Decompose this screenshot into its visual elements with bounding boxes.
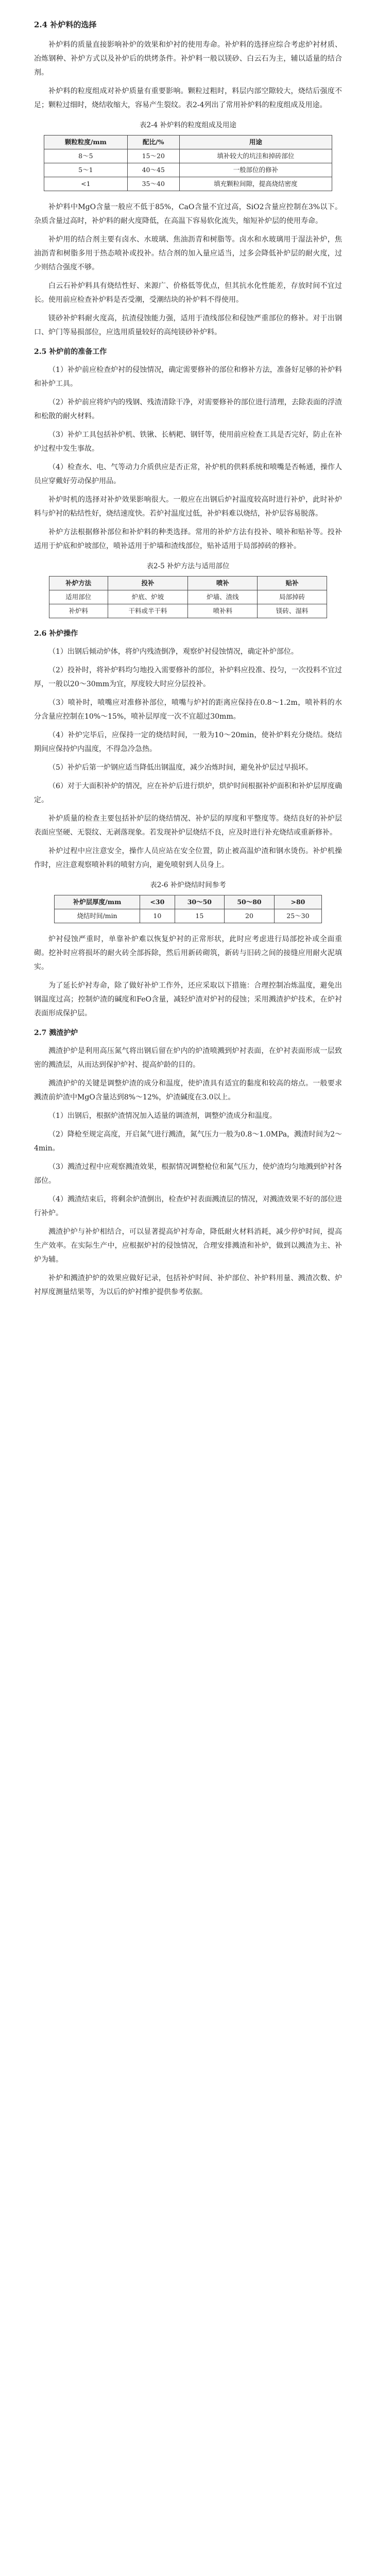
table2-header: 投补	[108, 577, 188, 590]
body-paragraph: 炉衬侵蚀严重时，单靠补炉难以恢复炉衬的正常形状，此时应考虑进行局部挖补或全面重砌。挖补时应将损坏的耐火砖全部拆除，然后用新砖砌筑，新砖与旧砖之间的接缝应用耐火泥填实。	[34, 935, 342, 971]
closing-paragraph: 补炉和溅渣护炉的效果应做好记录，包括补炉时间、补炉部位、补炉料用量、溅渣次数、炉衬厚度测量结果等，为以后的炉衬维护提供参考依据。	[34, 1274, 342, 1296]
intro-paragraph-1: 补炉料的质量直接影响补炉的效果和炉衬的使用寿命。补炉料的选择应综合考虑炉衬材质、冶炼钢种、补炉方式以及补炉后的烘烤条件。补炉料一般以镁砂、白云石为主，辅以适量的结合剂。	[34, 41, 342, 77]
step-item: （6）对于大面积补炉的情况，应在补炉后进行烘炉，烘炉时间根据补炉面积和补炉层厚度确定。	[34, 782, 342, 804]
table-cell: 炉底、炉坡	[108, 590, 188, 604]
table-cell: 一般部位的修补	[179, 163, 332, 177]
splash-step: （3）溅渣过程中应观察溅渣效果，根据情况调整枪位和氮气压力，使炉渣均匀地溅到炉衬各部位。	[34, 1163, 342, 1185]
closing-paragraph: 溅渣护炉与补炉相结合，可以显著提高炉衬寿命，降低耐火材料消耗，减少停炉时间，提高生产效率。在实际生产中，应根据炉衬的侵蚀情况，合理安排溅渣和补炉，做到以溅渣为主、补炉为辅。	[34, 1228, 342, 1264]
table2-header: 喷补	[188, 577, 258, 590]
body-paragraph: 补炉方法根据修补部位和补炉料的种类选择。常用的补炉方法有投补、喷补和贴补等。投补适用于炉底和炉坡部位，喷补适用于炉墙和渣线部位，贴补适用于局部掉砖的修补。	[34, 528, 342, 550]
table2-caption: 表2-5 补炉方法与适用部位	[146, 562, 230, 570]
table3	[54, 895, 322, 923]
table3-header: 50～80	[225, 895, 275, 909]
table3-caption: 表2-6 补炉烧结时间参考	[150, 881, 226, 889]
table-cell: 35～40	[127, 177, 179, 191]
prep-item: （2）补炉前应将炉内的残钢、残渣清除干净，对需要修补的部位进行清理，去除表面的浮渣和松散的耐火材料。	[34, 398, 342, 420]
step-item: （2）投补时，将补炉料均匀地投入需要修补的部位，补炉料应投准、投匀，一次投料不宜过厚，一般以20～30mm为宜，厚度较大时应分层投补。	[34, 666, 342, 688]
step-item: （4）补炉完毕后，应保持一定的烧结时间，一般为10～20min，使补炉料充分烧结。烧结期间应保持炉内温度，不得急冷急热。	[34, 731, 342, 753]
table-row	[49, 604, 327, 618]
table-cell: 炉墙、渣线	[188, 590, 258, 604]
table1-header: 配比/%	[127, 135, 179, 149]
table2-header: 补炉方法	[49, 577, 108, 590]
intro-paragraph-2: 补炉料的粒度组成对补炉质量有重要影响。颗粒过粗时，料层内部空隙较大，烧结后强度不足；颗粒过细时，烧结收缩大，容易产生裂纹。表2-4列出了常用补炉料的粒度组成及用途。	[34, 87, 342, 109]
table1-header-row	[44, 135, 332, 149]
section3-title: 2.7 溅渣护炉	[34, 1029, 78, 1037]
table-cell: 喷补料	[188, 604, 258, 618]
table-cell: 局部掉砖	[258, 590, 327, 604]
table1-header: 用途	[179, 135, 332, 149]
splash-step: （4）溅渣结束后，将剩余炉渣倒出，检查炉衬表面溅渣层的情况，对溅渣效果不好的部位进行补炉。	[34, 1195, 342, 1217]
steps-title: 2.6 补炉操作	[34, 630, 78, 638]
table-cell: 补炉料	[49, 604, 108, 618]
body-paragraph: 白云石补炉料具有烧结性好、来源广、价格低等优点，但其抗水化性能差，存放时间不宜过长。使用前应检查补炉料是否受潮，受潮结块的补炉料不得使用。	[34, 282, 342, 304]
body-paragraph: 补炉时机的选择对补炉效果影响很大。一般应在出钢后炉衬温度较高时进行补炉，此时补炉料与炉衬的粘结性好，烧结速度快。若炉衬温度过低，补炉料难以烧结，补炉层容易脱落。	[34, 496, 342, 518]
table-cell: 填充颗粒间隙，提高烧结密度	[179, 177, 332, 191]
table-cell: 填补较大的坑洼和掉砖部位	[179, 149, 332, 163]
body-paragraph: 补炉料中MgO含量一般应不低于85%，CaO含量不宜过高，SiO2含量应控制在3%以下。杂质含量过高时，补炉料的耐火度降低，在高温下容易软化流失，缩短补炉层的使用寿命。	[34, 203, 342, 225]
prep-item: （1）补炉前应检查炉衬的侵蚀情况，确定需要修补的部位和修补方法，准备好足够的补炉料和补炉工具。	[34, 366, 342, 388]
table-cell: 5～1	[44, 163, 128, 177]
table-cell: 25～30	[274, 909, 321, 923]
table3-header: <30	[140, 895, 175, 909]
table1-caption: 表2-4 补炉料的粒度组成及用途	[139, 121, 237, 129]
prep-item: （4）检查水、电、气等动力介质供应是否正常，补炉机的供料系统和喷嘴是否畅通，操作人员应穿戴好劳动保护用品。	[34, 463, 342, 485]
splash-paragraph: 溅渣护炉的关键是调整炉渣的成分和温度，使炉渣具有适宜的黏度和较高的熔点。一般要求溅渣前炉渣中MgO含量达到8%～12%，炉渣碱度在3.0以上。	[34, 1079, 342, 1101]
table-row	[55, 909, 322, 923]
splash-step: （1）出钢后，根据炉渣情况加入适量的调渣剂，调整炉渣成分和温度。	[48, 1112, 277, 1120]
table3-header: 补炉层厚度/mm	[55, 895, 140, 909]
table-cell: 15	[175, 909, 225, 923]
body-paragraph: 为了延长炉衬寿命，除了做好补炉工作外，还应采取以下措施：合理控制冶炼温度，避免出钢温度过高；控制炉渣的碱度和FeO含量，减轻炉渣对炉衬的侵蚀；采用溅渣护炉技术，在炉衬表面形成保护层。	[34, 981, 342, 1018]
table-row	[49, 590, 327, 604]
body-paragraph: 镁砂补炉料耐火度高，抗渣侵蚀能力强，适用于渣线部位和侵蚀严重部位的修补。对于出钢口、炉门等易损部位，应选用质量较好的高纯镁砂补炉料。	[34, 314, 342, 336]
section2-title: 2.5 补炉前的准备工作	[34, 348, 107, 356]
prep-item: （3）补炉工具包括补炉机、铁锹、长柄耙、钢钎等，使用前应检查工具是否完好，防止在补炉过程中发生事故。	[34, 431, 342, 453]
body-paragraph: 补炉用的结合剂主要有卤水、水玻璃、焦油沥青和树脂等。卤水和水玻璃用于湿法补炉，焦油沥青和树脂多用于热态喷补或投补。结合剂的加入量应适当，过多会降低补炉层的耐火度，过少则结合强度不够。	[34, 235, 342, 272]
table-row	[44, 149, 332, 163]
splash-paragraph: 溅渣护炉是利用高压氮气将出钢后留在炉内的炉渣喷溅到炉衬表面，在炉衬表面形成一层致密的溅渣层，从而达到保护炉衬、提高炉龄的目的。	[34, 1047, 342, 1069]
table2	[49, 576, 327, 618]
table-row	[44, 163, 332, 177]
table1	[44, 135, 332, 191]
table-cell: 8～5	[44, 149, 128, 163]
table-cell: <1	[44, 177, 128, 191]
table2-header: 贴补	[258, 577, 327, 590]
table-cell: 干料或半干料	[108, 604, 188, 618]
step-item: （3）喷补时，喷嘴应对准修补部位，喷嘴与炉衬的距离应保持在0.8～1.2m，喷补料的水分含量应控制在10%～15%，喷补层厚度一次不宜超过30mm。	[34, 699, 342, 721]
body-paragraph: 补炉过程中应注意安全，操作人员应站在安全位置，防止被高温炉渣和钢水烫伤。补炉机操作时，应注意观察喷补料的喷射方向，避免喷射到人员身上。	[34, 847, 342, 869]
table-row	[44, 177, 332, 191]
step-item: （1）出钢后倾动炉体，将炉内残渣倒净，观察炉衬侵蚀情况，确定补炉部位。	[48, 648, 298, 656]
table-cell: 20	[225, 909, 275, 923]
table-cell: 烧结时间/min	[55, 909, 140, 923]
table2-header-row	[49, 577, 327, 590]
table-cell: 40～45	[127, 163, 179, 177]
table-cell: 10	[140, 909, 175, 923]
splash-step: （2）降枪至规定高度，开启氮气进行溅渣，氮气压力一般为0.8～1.0MPa，溅渣时间为2～4min。	[34, 1130, 342, 1153]
body-paragraph: 补炉质量的检查主要包括补炉层的烧结情况、补炉层的厚度和平整度等。烧结良好的补炉层表面应坚硬、无裂纹、无剥落现象。若发现补炉层烧结不良，应及时进行补充烧结或重新修补。	[34, 815, 342, 837]
step-item: （5）补炉后第一炉钢应适当降低出钢温度，减少冶炼时间，避免补炉层过早损坏。	[48, 764, 313, 772]
table-cell: 适用部位	[49, 590, 108, 604]
table3-header: 30～50	[175, 895, 225, 909]
table-cell: 15～20	[127, 149, 179, 163]
table3-header: >80	[274, 895, 321, 909]
table1-header: 颗粒粒度/mm	[44, 135, 128, 149]
table-cell: 镁砖、湿料	[258, 604, 327, 618]
section-title: 2.4 补炉料的选择	[34, 20, 97, 29]
table3-header-row	[55, 895, 322, 909]
